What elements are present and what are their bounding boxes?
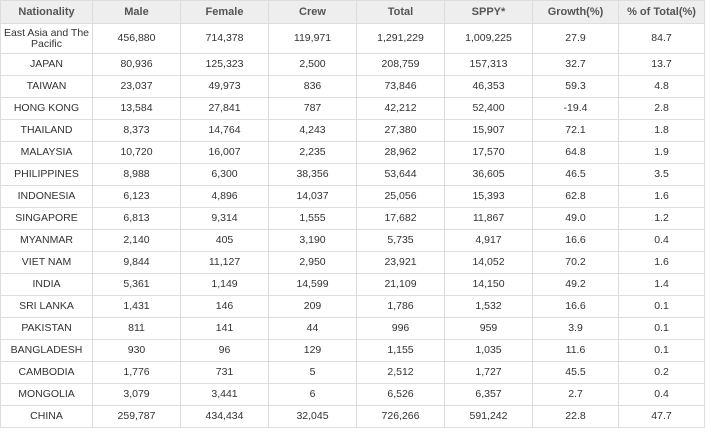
table-row xyxy=(1,142,705,164)
total-cell: 28,962 xyxy=(357,142,445,164)
female-cell: 405 xyxy=(181,230,269,252)
percent-total-cell: 0.1 xyxy=(619,340,705,362)
nationality-cell: PHILIPPINES xyxy=(1,164,93,186)
male-cell: 259,787 xyxy=(93,406,181,428)
female-cell: 27,841 xyxy=(181,98,269,120)
total-cell: 208,759 xyxy=(357,54,445,76)
male-cell: 13,584 xyxy=(93,98,181,120)
sppy-cell: 14,052 xyxy=(445,252,533,274)
table-body xyxy=(1,24,705,428)
total-cell: 726,266 xyxy=(357,406,445,428)
table-row xyxy=(1,186,705,208)
male-cell: 80,936 xyxy=(93,54,181,76)
male-header: Male xyxy=(93,1,181,24)
crew-cell: 38,356 xyxy=(269,164,357,186)
female-cell: 125,323 xyxy=(181,54,269,76)
male-cell: 6,813 xyxy=(93,208,181,230)
total-cell: 42,212 xyxy=(357,98,445,120)
crew-cell: 209 xyxy=(269,296,357,318)
nationality-cell: SINGAPORE xyxy=(1,208,93,230)
female-cell: 49,973 xyxy=(181,76,269,98)
nationality-cell: INDIA xyxy=(1,274,93,296)
table-row xyxy=(1,406,705,428)
total-cell: 21,109 xyxy=(357,274,445,296)
female-cell: 141 xyxy=(181,318,269,340)
crew-cell: 6 xyxy=(269,384,357,406)
nationality-cell: CAMBODIA xyxy=(1,362,93,384)
sppy-header: SPPY* xyxy=(445,1,533,24)
female-cell: 96 xyxy=(181,340,269,362)
sppy-cell: 36,605 xyxy=(445,164,533,186)
nationality-cell: INDONESIA xyxy=(1,186,93,208)
percent-total-cell: 0.2 xyxy=(619,362,705,384)
table-row xyxy=(1,362,705,384)
crew-cell: 14,599 xyxy=(269,274,357,296)
total-cell: 1,291,229 xyxy=(357,24,445,54)
table-row xyxy=(1,98,705,120)
female-header: Female xyxy=(181,1,269,24)
table-row xyxy=(1,318,705,340)
sppy-cell: 17,570 xyxy=(445,142,533,164)
growth-cell: 27.9 xyxy=(533,24,619,54)
crew-cell: 787 xyxy=(269,98,357,120)
growth-cell: 62.8 xyxy=(533,186,619,208)
growth-cell: 16.6 xyxy=(533,296,619,318)
growth-cell: 70.2 xyxy=(533,252,619,274)
male-cell: 23,037 xyxy=(93,76,181,98)
crew-cell: 2,500 xyxy=(269,54,357,76)
growth-cell: 32.7 xyxy=(533,54,619,76)
percent-total-cell: 0.4 xyxy=(619,230,705,252)
crew-cell: 2,950 xyxy=(269,252,357,274)
female-cell: 16,007 xyxy=(181,142,269,164)
total-cell: 17,682 xyxy=(357,208,445,230)
female-cell: 3,441 xyxy=(181,384,269,406)
percent-total-cell: 1.4 xyxy=(619,274,705,296)
sppy-cell: 1,035 xyxy=(445,340,533,362)
sppy-cell: 46,353 xyxy=(445,76,533,98)
nationality-header: Nationality xyxy=(1,1,93,24)
total-cell: 1,155 xyxy=(357,340,445,362)
percent-total-cell: 2.8 xyxy=(619,98,705,120)
male-cell: 456,880 xyxy=(93,24,181,54)
growth-cell: 3.9 xyxy=(533,318,619,340)
female-cell: 714,378 xyxy=(181,24,269,54)
male-cell: 1,431 xyxy=(93,296,181,318)
nationality-cell: THAILAND xyxy=(1,120,93,142)
percent-total-cell: 1.6 xyxy=(619,186,705,208)
nationality-cell: CHINA xyxy=(1,406,93,428)
total-cell: 27,380 xyxy=(357,120,445,142)
crew-header: Crew xyxy=(269,1,357,24)
table-row xyxy=(1,384,705,406)
male-cell: 6,123 xyxy=(93,186,181,208)
percent-total-header: % of Total(%) xyxy=(619,1,705,24)
table-row xyxy=(1,54,705,76)
female-cell: 146 xyxy=(181,296,269,318)
male-cell: 9,844 xyxy=(93,252,181,274)
female-cell: 9,314 xyxy=(181,208,269,230)
total-cell: 6,526 xyxy=(357,384,445,406)
growth-cell: -19.4 xyxy=(533,98,619,120)
sppy-cell: 14,150 xyxy=(445,274,533,296)
crew-cell: 44 xyxy=(269,318,357,340)
growth-cell: 72.1 xyxy=(533,120,619,142)
table-row xyxy=(1,164,705,186)
table-row xyxy=(1,24,705,54)
crew-cell: 119,971 xyxy=(269,24,357,54)
table-row xyxy=(1,252,705,274)
male-cell: 8,373 xyxy=(93,120,181,142)
percent-total-cell: 0.4 xyxy=(619,384,705,406)
sppy-cell: 157,313 xyxy=(445,54,533,76)
nationality-cell: TAIWAN xyxy=(1,76,93,98)
total-cell: 2,512 xyxy=(357,362,445,384)
crew-cell: 32,045 xyxy=(269,406,357,428)
total-cell: 996 xyxy=(357,318,445,340)
growth-cell: 49.0 xyxy=(533,208,619,230)
female-cell: 14,764 xyxy=(181,120,269,142)
crew-cell: 2,235 xyxy=(269,142,357,164)
growth-cell: 2.7 xyxy=(533,384,619,406)
table-row xyxy=(1,340,705,362)
total-cell: 23,921 xyxy=(357,252,445,274)
growth-cell: 45.5 xyxy=(533,362,619,384)
female-cell: 6,300 xyxy=(181,164,269,186)
sppy-cell: 6,357 xyxy=(445,384,533,406)
nationality-cell: MALAYSIA xyxy=(1,142,93,164)
nationality-cell: VIET NAM xyxy=(1,252,93,274)
growth-cell: 22.8 xyxy=(533,406,619,428)
percent-total-cell: 1.9 xyxy=(619,142,705,164)
sppy-cell: 1,532 xyxy=(445,296,533,318)
percent-total-cell: 13.7 xyxy=(619,54,705,76)
growth-header: Growth(%) xyxy=(533,1,619,24)
table-row xyxy=(1,296,705,318)
sppy-cell: 15,907 xyxy=(445,120,533,142)
sppy-cell: 52,400 xyxy=(445,98,533,120)
sppy-cell: 11,867 xyxy=(445,208,533,230)
male-cell: 3,079 xyxy=(93,384,181,406)
female-cell: 11,127 xyxy=(181,252,269,274)
nationality-cell: JAPAN xyxy=(1,54,93,76)
female-cell: 1,149 xyxy=(181,274,269,296)
sppy-cell: 4,917 xyxy=(445,230,533,252)
percent-total-cell: 0.1 xyxy=(619,296,705,318)
percent-total-cell: 0.1 xyxy=(619,318,705,340)
growth-cell: 59.3 xyxy=(533,76,619,98)
sppy-cell: 591,242 xyxy=(445,406,533,428)
crew-cell: 4,243 xyxy=(269,120,357,142)
percent-total-cell: 4.8 xyxy=(619,76,705,98)
female-cell: 434,434 xyxy=(181,406,269,428)
nationality-cell: SRI LANKA xyxy=(1,296,93,318)
header-row xyxy=(1,1,705,24)
male-cell: 10,720 xyxy=(93,142,181,164)
table-row xyxy=(1,274,705,296)
male-cell: 1,776 xyxy=(93,362,181,384)
crew-cell: 836 xyxy=(269,76,357,98)
crew-cell: 5 xyxy=(269,362,357,384)
sppy-cell: 959 xyxy=(445,318,533,340)
sppy-cell: 15,393 xyxy=(445,186,533,208)
total-header: Total xyxy=(357,1,445,24)
table-row xyxy=(1,230,705,252)
nationality-cell: East Asia and The Pacific xyxy=(1,24,93,54)
male-cell: 930 xyxy=(93,340,181,362)
crew-cell: 129 xyxy=(269,340,357,362)
table-row xyxy=(1,208,705,230)
sppy-cell: 1,009,225 xyxy=(445,24,533,54)
growth-cell: 46.5 xyxy=(533,164,619,186)
growth-cell: 16.6 xyxy=(533,230,619,252)
table-row xyxy=(1,76,705,98)
crew-cell: 3,190 xyxy=(269,230,357,252)
nationality-cell: HONG KONG xyxy=(1,98,93,120)
percent-total-cell: 47.7 xyxy=(619,406,705,428)
table-row xyxy=(1,120,705,142)
growth-cell: 11.6 xyxy=(533,340,619,362)
total-cell: 25,056 xyxy=(357,186,445,208)
male-cell: 2,140 xyxy=(93,230,181,252)
male-cell: 811 xyxy=(93,318,181,340)
percent-total-cell: 1.6 xyxy=(619,252,705,274)
male-cell: 5,361 xyxy=(93,274,181,296)
sppy-cell: 1,727 xyxy=(445,362,533,384)
nationality-cell: PAKISTAN xyxy=(1,318,93,340)
percent-total-cell: 1.8 xyxy=(619,120,705,142)
female-cell: 731 xyxy=(181,362,269,384)
percent-total-cell: 3.5 xyxy=(619,164,705,186)
percent-total-cell: 84.7 xyxy=(619,24,705,54)
percent-total-cell: 1.2 xyxy=(619,208,705,230)
growth-cell: 49.2 xyxy=(533,274,619,296)
total-cell: 53,644 xyxy=(357,164,445,186)
nationality-cell: MYANMAR xyxy=(1,230,93,252)
male-cell: 8,988 xyxy=(93,164,181,186)
total-cell: 5,735 xyxy=(357,230,445,252)
female-cell: 4,896 xyxy=(181,186,269,208)
crew-cell: 14,037 xyxy=(269,186,357,208)
total-cell: 1,786 xyxy=(357,296,445,318)
crew-cell: 1,555 xyxy=(269,208,357,230)
nationality-cell: BANGLADESH xyxy=(1,340,93,362)
growth-cell: 64.8 xyxy=(533,142,619,164)
total-cell: 73,846 xyxy=(357,76,445,98)
nationality-cell: MONGOLIA xyxy=(1,384,93,406)
